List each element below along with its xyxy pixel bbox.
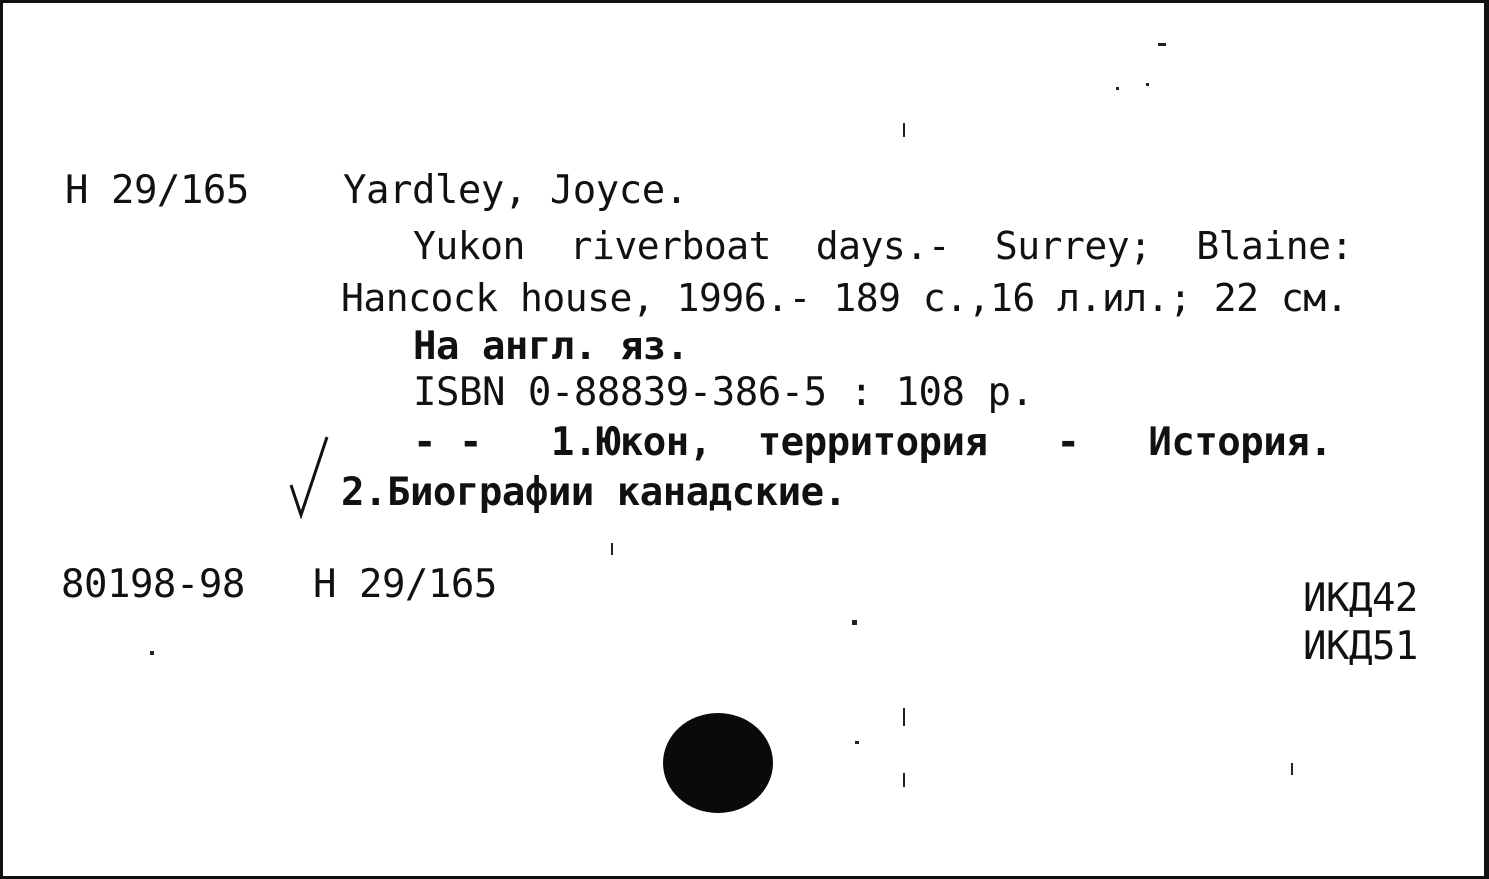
speck — [903, 773, 905, 787]
speck — [611, 543, 613, 555]
subject-line-2: 2.Биографии канадские. — [341, 470, 847, 515]
code-ikd42: ИКД42 — [1303, 576, 1418, 621]
speck — [1158, 43, 1166, 46]
speck — [855, 741, 859, 744]
isbn-line: ISBN 0-88839-386-5 : 108 р. — [413, 370, 1034, 415]
author: Yardley, Joyce. — [343, 168, 688, 213]
speck — [1291, 763, 1293, 775]
punch-hole — [663, 713, 773, 813]
speck — [1146, 83, 1149, 86]
speck — [1116, 87, 1119, 90]
bottom-call-number: Н 29/165 — [313, 562, 497, 607]
subject-line-1: - - 1.Юкон, территория - История. — [413, 420, 1333, 465]
speck — [903, 123, 905, 137]
accession-number: 80198-98 — [61, 562, 245, 607]
code-ikd51: ИКД51 — [1303, 624, 1418, 669]
speck — [150, 651, 154, 655]
speck — [852, 620, 857, 625]
imprint-line: Hancock house, 1996.- 189 с.,16 л.ил.; 22 см. — [341, 276, 1349, 320]
check-mark-icon — [289, 435, 329, 519]
call-number: Н 29/165 — [65, 168, 249, 213]
speck — [903, 708, 905, 726]
language-note: На англ. яз. — [413, 324, 689, 369]
title-line: Yukon riverboat days.- Surrey; Blaine: — [413, 224, 1353, 268]
